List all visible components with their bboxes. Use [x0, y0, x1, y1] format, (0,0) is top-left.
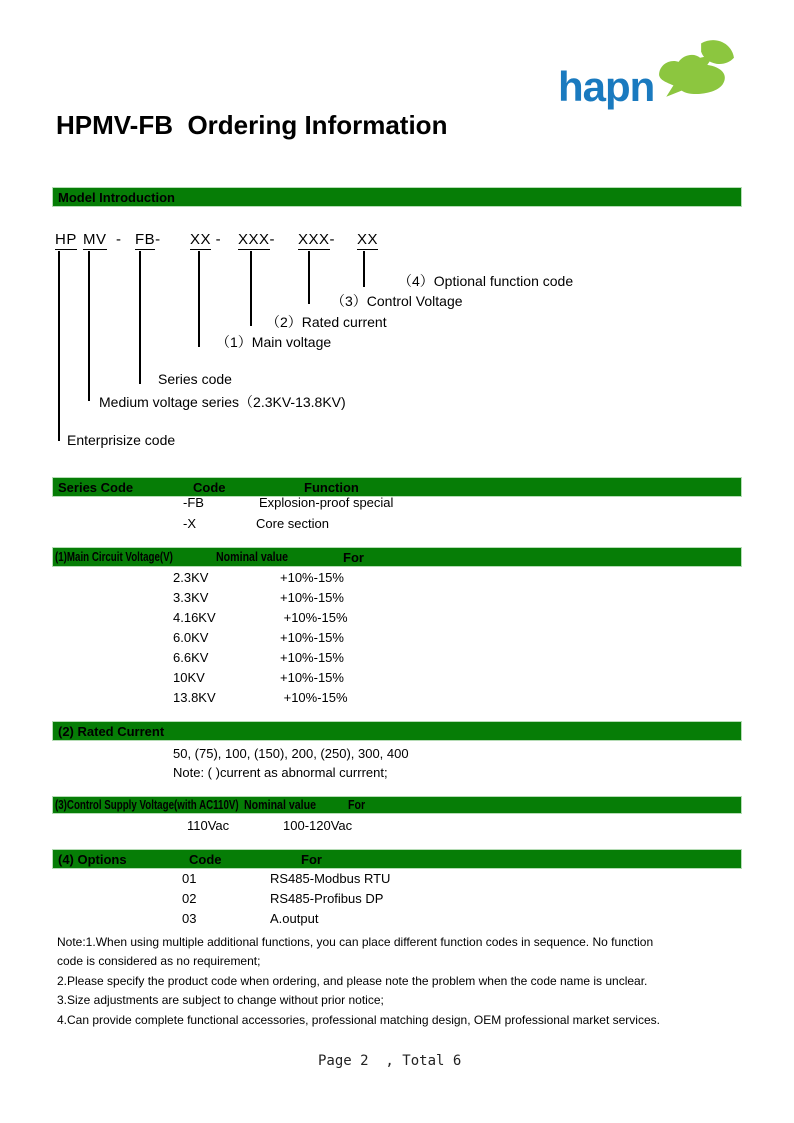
- voltage-cell: 4.16KV: [173, 610, 216, 625]
- column-header: For: [343, 550, 364, 565]
- section-header-model-introduction: [52, 187, 742, 207]
- code-segment: -: [116, 231, 122, 248]
- callout-series-code: Series code: [158, 371, 232, 387]
- callout-medium-voltage: Medium voltage series（2.3KV-13.8KV): [99, 394, 346, 410]
- series-code-cell: -X: [183, 516, 196, 531]
- series-function-cell: Core section: [256, 516, 329, 531]
- option-function-cell: A.output: [270, 911, 319, 926]
- series-function-cell: Explosion-proof special: [259, 495, 394, 510]
- leader-line: [198, 251, 200, 347]
- tolerance-cell: +10%-15%: [280, 570, 344, 585]
- option-function-cell: RS485-Modbus RTU: [270, 871, 391, 886]
- callout-main-voltage: （1）Main voltage: [216, 334, 332, 350]
- section-header-control-voltage: [52, 796, 742, 814]
- section-header-rated-current: [52, 721, 742, 741]
- tolerance-cell: +10%-15%: [280, 610, 348, 625]
- option-code-cell: 01: [182, 871, 197, 886]
- note-line: 4.Can provide complete functional accessories, professional matching design, OEM professional market services.: [57, 1012, 660, 1027]
- dove-leaf-icon: [656, 38, 736, 103]
- series-code-cell: -FB: [183, 495, 204, 510]
- column-header: For: [301, 852, 322, 867]
- leader-line: [88, 251, 90, 401]
- code-segment: FB-: [135, 231, 161, 248]
- note-line: 3.Size adjustments are subject to change without prior notice;: [57, 993, 384, 1008]
- tolerance-cell: +10%-15%: [280, 670, 344, 685]
- tolerance-cell: +10%-15%: [280, 690, 348, 705]
- option-function-cell: RS485-Profibus DP: [270, 891, 384, 906]
- section-header-main-voltage: [52, 547, 742, 567]
- voltage-cell: 6.6KV: [173, 650, 209, 665]
- code-segment: XXX-: [298, 231, 336, 248]
- column-header: Code: [189, 852, 222, 867]
- voltage-cell: 13.8KV: [173, 690, 216, 705]
- company-logo: [558, 42, 744, 111]
- callout-rated-current: （2）Rated current: [266, 314, 387, 330]
- tolerance-cell: +10%-15%: [280, 630, 344, 645]
- logo-wordmark: hapn: [558, 63, 655, 111]
- section-header-label: (2) Rated Current: [58, 724, 165, 739]
- code-segment: XXX-: [238, 231, 276, 248]
- rated-current-values: 50, (75), 100, (150), 200, (250), 300, 400: [173, 746, 409, 761]
- leader-line: [250, 251, 252, 326]
- option-code-cell: 02: [182, 891, 197, 906]
- column-header: (4) Options: [58, 852, 127, 867]
- page-title: HPMV-FB Ordering Information: [56, 110, 448, 140]
- column-header: Code: [193, 480, 226, 495]
- voltage-cell: 3.3KV: [173, 590, 209, 605]
- section-header-label: Model Introduction: [58, 190, 175, 205]
- leader-line: [308, 251, 310, 304]
- callout-enterprise-code: Enterprisize code: [67, 432, 176, 448]
- column-header: Function: [304, 480, 359, 495]
- column-header: For: [348, 798, 366, 812]
- code-segment: XX: [357, 231, 379, 248]
- leader-line: [139, 251, 141, 384]
- code-segment: HP: [55, 231, 77, 248]
- tolerance-cell: +10%-15%: [280, 590, 344, 605]
- tolerance-cell: +10%-15%: [280, 650, 344, 665]
- column-header: (3)Control Supply Voltage(with AC110V): [55, 798, 239, 812]
- code-segment: XX -: [190, 231, 222, 248]
- callout-control-voltage: （3）Control Voltage: [331, 293, 463, 309]
- column-header: Nominal value: [244, 798, 317, 812]
- section-header-options: [52, 849, 742, 869]
- note-line: 2.Please specify the product code when ordering, and please note the problem when the code name is unclear.: [57, 973, 648, 988]
- leader-line: [58, 251, 60, 441]
- rated-current-note: Note: ( )current as abnormal currrent;: [173, 765, 388, 780]
- leader-line: [363, 251, 365, 287]
- voltage-cell: 2.3KV: [173, 570, 209, 585]
- section-header-series-code: [52, 477, 742, 497]
- page-footer: Page 2 , Total 6: [318, 1053, 462, 1069]
- voltage-cell: 6.0KV: [173, 630, 209, 645]
- option-code-cell: 03: [182, 911, 197, 926]
- voltage-cell: 10KV: [173, 670, 205, 685]
- note-line: Note:1.When using multiple additional functions, you can place different function codes in sequence. No function: [57, 935, 654, 949]
- column-header: Series Code: [58, 480, 134, 495]
- control-voltage-cell: 110Vac: [187, 818, 230, 833]
- notes-block: [57, 933, 660, 1030]
- note-line: code is considered as no requirement;: [57, 954, 261, 969]
- control-range-cell: 100-120Vac: [283, 818, 353, 833]
- code-segment: MV: [83, 231, 107, 248]
- column-header: (1)Main Circuit Voltage(V): [55, 550, 173, 564]
- callout-optional-function: （4）Optional function code: [398, 273, 574, 289]
- column-header: Nominal value: [216, 550, 289, 564]
